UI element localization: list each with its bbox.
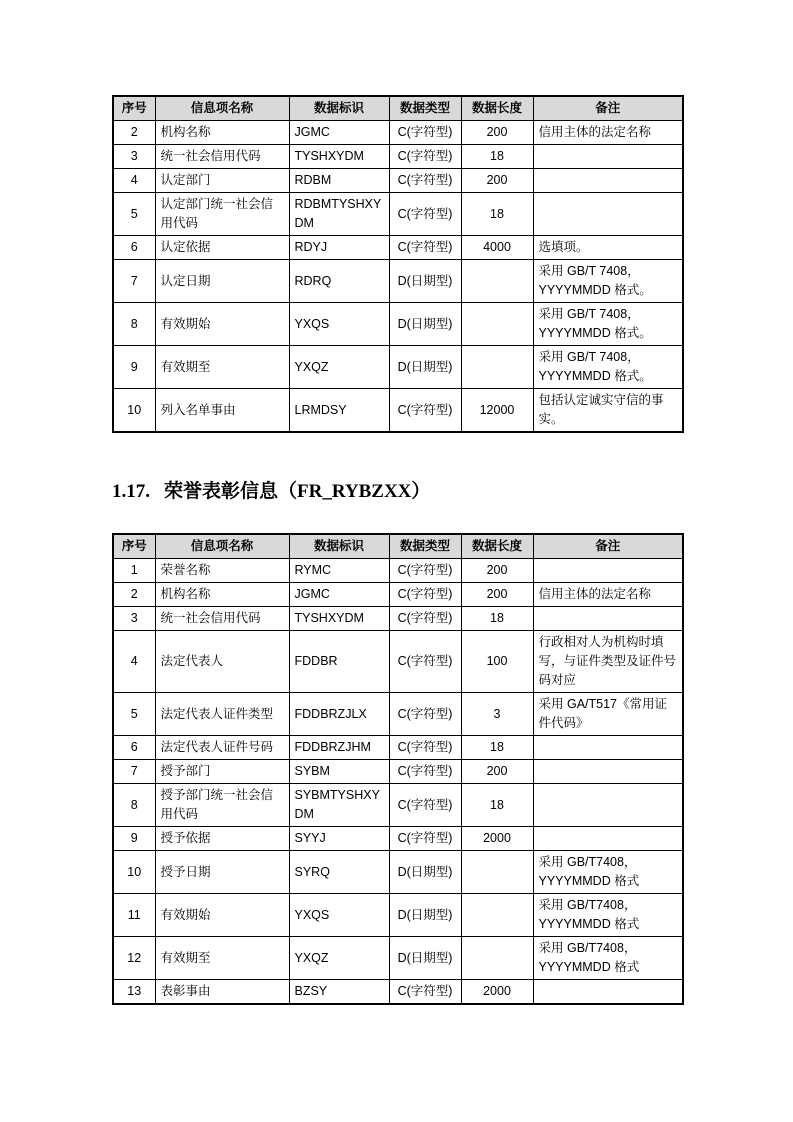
table-row [113, 894, 683, 937]
table-row [113, 784, 683, 827]
section-title: 荣誉表彰信息 [164, 481, 279, 502]
cell-len: 18 [461, 784, 533, 827]
cell-id: RDYJ [289, 236, 389, 260]
cell-len [461, 260, 533, 303]
cell-remark: 信用主体的法定名称 [533, 583, 683, 607]
cell-no: 11 [113, 894, 155, 937]
cell-remark: 采用 GA/T517《常用证件代码》 [533, 693, 683, 736]
cell-id: YXQS [289, 303, 389, 346]
cell-type: C(字符型) [389, 607, 461, 631]
cell-no: 2 [113, 121, 155, 145]
cell-remark: 行政相对人为机构时填写，与证件类型及证件号码对应 [533, 631, 683, 693]
cell-no: 8 [113, 303, 155, 346]
cell-len: 18 [461, 193, 533, 236]
cell-id: JGMC [289, 121, 389, 145]
column-header-no: 序号 [113, 96, 155, 121]
cell-id: RDBM [289, 169, 389, 193]
table-row [113, 145, 683, 169]
column-header-type: 数据类型 [389, 96, 461, 121]
cell-type: D(日期型) [389, 303, 461, 346]
cell-len: 2000 [461, 980, 533, 1005]
cell-remark: 包括认定诚实守信的事实。 [533, 389, 683, 433]
cell-id: YXQZ [289, 937, 389, 980]
cell-no: 3 [113, 145, 155, 169]
cell-type: C(字符型) [389, 784, 461, 827]
table-row [113, 980, 683, 1005]
table-row [113, 736, 683, 760]
cell-id: SYRQ [289, 851, 389, 894]
cell-remark: 采用 GB/T7408，YYYYMMDD 格式 [533, 851, 683, 894]
cell-len: 12000 [461, 389, 533, 433]
cell-type: D(日期型) [389, 894, 461, 937]
cell-no: 9 [113, 827, 155, 851]
cell-type: C(字符型) [389, 583, 461, 607]
cell-name: 法定代表人 [155, 631, 289, 693]
cell-name: 法定代表人证件号码 [155, 736, 289, 760]
table-row [113, 169, 683, 193]
table-row [113, 389, 683, 433]
cell-name: 机构名称 [155, 583, 289, 607]
cell-len: 200 [461, 169, 533, 193]
cell-len: 200 [461, 760, 533, 784]
column-header-no: 序号 [113, 534, 155, 559]
cell-type: C(字符型) [389, 169, 461, 193]
table-row [113, 583, 683, 607]
cell-type: C(字符型) [389, 121, 461, 145]
cell-name: 认定依据 [155, 236, 289, 260]
table-row [113, 260, 683, 303]
column-header-id: 数据标识 [289, 96, 389, 121]
cell-name: 统一社会信用代码 [155, 145, 289, 169]
cell-name: 有效期至 [155, 346, 289, 389]
cell-name: 机构名称 [155, 121, 289, 145]
table-row [113, 631, 683, 693]
table-body [113, 121, 683, 433]
cell-remark: 选填项。 [533, 236, 683, 260]
data-spec-table-continued [112, 95, 684, 433]
column-header-type: 数据类型 [389, 534, 461, 559]
cell-name: 表彰事由 [155, 980, 289, 1005]
cell-remark [533, 145, 683, 169]
cell-id: SYBMTYSHXYDM [289, 784, 389, 827]
cell-name: 法定代表人证件类型 [155, 693, 289, 736]
cell-type: C(字符型) [389, 145, 461, 169]
cell-len: 200 [461, 559, 533, 583]
cell-no: 4 [113, 169, 155, 193]
cell-len: 18 [461, 607, 533, 631]
cell-type: D(日期型) [389, 937, 461, 980]
column-header-len: 数据长度 [461, 96, 533, 121]
cell-no: 2 [113, 583, 155, 607]
cell-type: D(日期型) [389, 851, 461, 894]
column-header-remark: 备注 [533, 534, 683, 559]
cell-type: C(字符型) [389, 193, 461, 236]
cell-len: 4000 [461, 236, 533, 260]
cell-no: 7 [113, 260, 155, 303]
table-row [113, 236, 683, 260]
section-number: 1.17. [112, 481, 150, 502]
table-row [113, 937, 683, 980]
cell-remark: 采用 GB/T7408，YYYYMMDD 格式 [533, 937, 683, 980]
column-header-len: 数据长度 [461, 534, 533, 559]
cell-remark: 信用主体的法定名称 [533, 121, 683, 145]
cell-no: 9 [113, 346, 155, 389]
cell-name: 统一社会信用代码 [155, 607, 289, 631]
section-code: （FR_RYBZXX） [278, 481, 431, 502]
cell-remark [533, 193, 683, 236]
cell-no: 6 [113, 736, 155, 760]
table-header [113, 96, 683, 121]
cell-no: 1 [113, 559, 155, 583]
table-row [113, 346, 683, 389]
cell-no: 3 [113, 607, 155, 631]
cell-id: JGMC [289, 583, 389, 607]
cell-len: 18 [461, 736, 533, 760]
cell-no: 7 [113, 760, 155, 784]
table-header [113, 534, 683, 559]
cell-name: 授予部门 [155, 760, 289, 784]
table-row [113, 851, 683, 894]
cell-type: C(字符型) [389, 736, 461, 760]
cell-id: RDBMTYSHXYDM [289, 193, 389, 236]
table-body [113, 559, 683, 1005]
honor-commendation-spec-table [112, 533, 684, 1005]
cell-no: 13 [113, 980, 155, 1005]
cell-type: C(字符型) [389, 236, 461, 260]
table-row [113, 121, 683, 145]
cell-type: D(日期型) [389, 260, 461, 303]
cell-name: 列入名单事由 [155, 389, 289, 433]
cell-remark [533, 760, 683, 784]
cell-name: 授予日期 [155, 851, 289, 894]
cell-name: 有效期始 [155, 894, 289, 937]
cell-id: FDDBRZJHM [289, 736, 389, 760]
table-header-row [113, 96, 683, 121]
cell-len: 2000 [461, 827, 533, 851]
cell-remark [533, 980, 683, 1005]
cell-id: SYYJ [289, 827, 389, 851]
cell-type: D(日期型) [389, 346, 461, 389]
cell-len [461, 303, 533, 346]
cell-no: 5 [113, 193, 155, 236]
table-header-row [113, 534, 683, 559]
cell-remark [533, 736, 683, 760]
cell-id: TYSHXYDM [289, 145, 389, 169]
cell-remark: 采用 GB/T 7408，YYYYMMDD 格式。 [533, 346, 683, 389]
cell-no: 5 [113, 693, 155, 736]
cell-len [461, 851, 533, 894]
cell-remark: 采用 GB/T7408，YYYYMMDD 格式 [533, 894, 683, 937]
table-row [113, 607, 683, 631]
cell-id: FDDBR [289, 631, 389, 693]
cell-name: 授予依据 [155, 827, 289, 851]
cell-id: BZSY [289, 980, 389, 1005]
cell-len: 3 [461, 693, 533, 736]
cell-id: YXQS [289, 894, 389, 937]
cell-no: 6 [113, 236, 155, 260]
cell-no: 8 [113, 784, 155, 827]
cell-type: C(字符型) [389, 980, 461, 1005]
table-row [113, 827, 683, 851]
cell-remark: 采用 GB/T 7408，YYYYMMDD 格式。 [533, 303, 683, 346]
table-row [113, 559, 683, 583]
cell-no: 4 [113, 631, 155, 693]
cell-remark [533, 784, 683, 827]
cell-type: C(字符型) [389, 760, 461, 784]
cell-type: C(字符型) [389, 631, 461, 693]
cell-len [461, 937, 533, 980]
table-row [113, 193, 683, 236]
cell-id: RYMC [289, 559, 389, 583]
cell-name: 认定部门 [155, 169, 289, 193]
cell-type: C(字符型) [389, 693, 461, 736]
cell-len: 18 [461, 145, 533, 169]
cell-type: C(字符型) [389, 827, 461, 851]
cell-remark: 采用 GB/T 7408，YYYYMMDD 格式。 [533, 260, 683, 303]
cell-id: YXQZ [289, 346, 389, 389]
cell-remark [533, 607, 683, 631]
cell-type: C(字符型) [389, 389, 461, 433]
cell-name: 荣誉名称 [155, 559, 289, 583]
cell-len: 200 [461, 121, 533, 145]
cell-no: 10 [113, 389, 155, 433]
cell-no: 12 [113, 937, 155, 980]
cell-id: LRMDSY [289, 389, 389, 433]
cell-name: 有效期始 [155, 303, 289, 346]
cell-len: 200 [461, 583, 533, 607]
cell-remark [533, 169, 683, 193]
cell-id: SYBM [289, 760, 389, 784]
cell-len [461, 346, 533, 389]
cell-no: 10 [113, 851, 155, 894]
cell-remark [533, 827, 683, 851]
cell-name: 认定部门统一社会信用代码 [155, 193, 289, 236]
table-row [113, 303, 683, 346]
cell-name: 认定日期 [155, 260, 289, 303]
cell-remark [533, 559, 683, 583]
table-row [113, 760, 683, 784]
column-header-id: 数据标识 [289, 534, 389, 559]
cell-type: C(字符型) [389, 559, 461, 583]
cell-name: 授予部门统一社会信用代码 [155, 784, 289, 827]
cell-len: 100 [461, 631, 533, 693]
table-row [113, 693, 683, 736]
cell-id: FDDBRZJLX [289, 693, 389, 736]
cell-id: TYSHXYDM [289, 607, 389, 631]
cell-name: 有效期至 [155, 937, 289, 980]
cell-len [461, 894, 533, 937]
section-heading [112, 479, 430, 505]
column-header-name: 信息项名称 [155, 534, 289, 559]
column-header-name: 信息项名称 [155, 96, 289, 121]
cell-id: RDRQ [289, 260, 389, 303]
column-header-remark: 备注 [533, 96, 683, 121]
